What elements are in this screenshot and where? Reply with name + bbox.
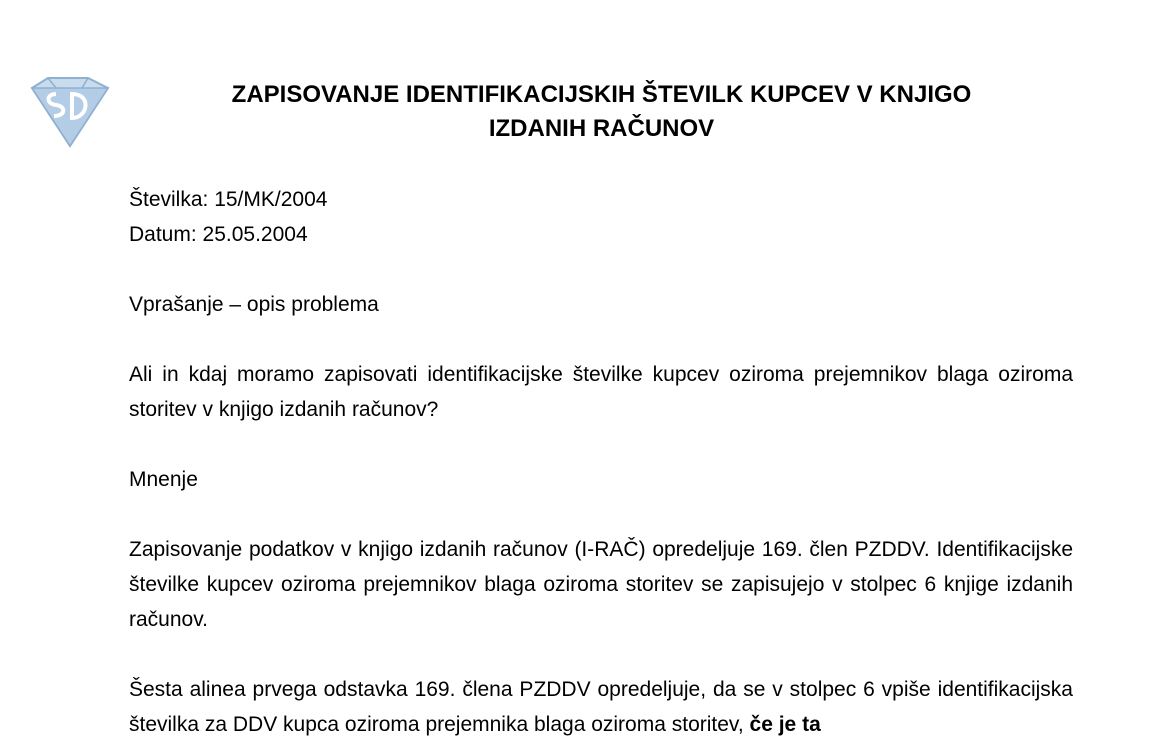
opinion-paragraph-2 <box>129 672 1073 742</box>
document-number: Številka: 15/MK/2004 <box>129 188 328 211</box>
opinion-paragraph-1: Zapisovanje podatkov v knjigo izdanih računov (I-RAČ) opredeljuje 169. člen PZDDV. Identifikacijske številke kupcev oziroma prejemnikov blaga oziroma storitev se zapisujejo v stolpec 6 knjige izdanih računov. <box>129 538 1073 631</box>
title-line-2: IZDANIH RAČUNOV <box>488 115 715 142</box>
document-title <box>130 78 1073 146</box>
document-body <box>129 182 1073 742</box>
paragraph-2-text: Šesta alinea prvega odstavka 169. člena PZDDV opredeljuje, da se v stolpec 6 vpiše identifikacijska številka za DDV kupca oziroma prejemnika blaga oziroma storitev, <box>129 678 1073 736</box>
paragraph-2-bold-text: če je ta <box>749 713 821 736</box>
opinion-heading: Mnenje <box>129 468 198 491</box>
question-text: Ali in kdaj moramo zapisovati identifikacijske številke kupcev oziroma prejemnikov blaga oziroma storitev v knjigo izdanih računov? <box>129 363 1073 421</box>
document-date: Datum: 25.05.2004 <box>129 223 308 246</box>
company-logo-icon <box>26 74 112 150</box>
title-line-1: ZAPISOVANJE IDENTIFIKACIJSKIH ŠTEVILK KUPCEV V KNJIGO <box>231 81 972 108</box>
question-heading: Vprašanje – opis problema <box>129 293 379 316</box>
